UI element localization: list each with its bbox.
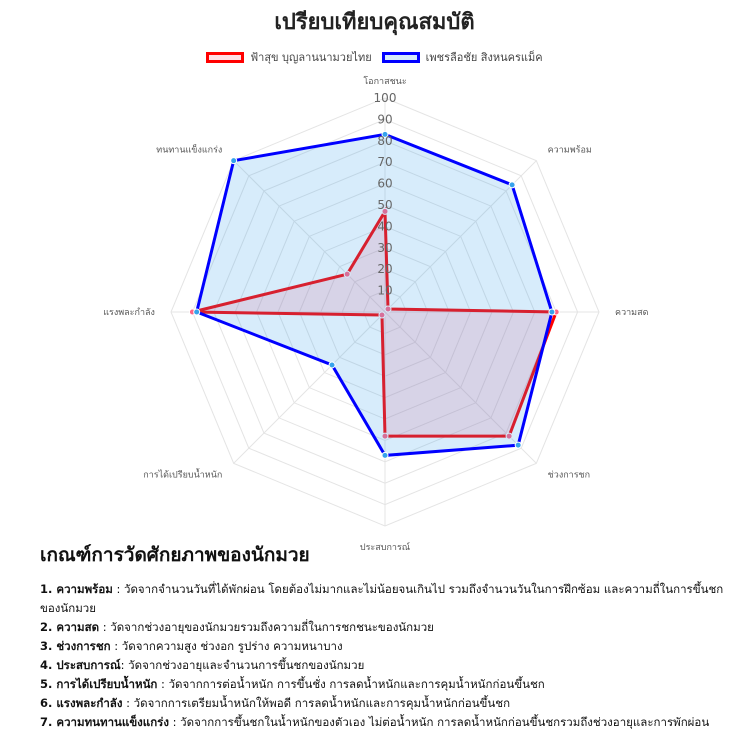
legend-label-series-2: เพชรลือชัย สิงหนครแม็ค [425, 51, 543, 64]
criteria-item [40, 656, 730, 675]
criteria-item [40, 618, 730, 637]
radar-series-line [197, 134, 552, 455]
radar-point [329, 362, 335, 368]
criteria-desc: : วัดจากการต่อน้ำหนัก การขึ้นชั่ง การลดน้ำหนักและการคุมน้ำหนักก่อนขึ้นชก [157, 677, 545, 691]
criteria-section [40, 540, 730, 732]
criteria-term: 2. ความสด [40, 620, 100, 634]
criteria-term: 6. แรงพละกำลัง [40, 696, 123, 710]
radar-category-label: แรงพละกำลัง [103, 308, 155, 318]
radar-category-label: โอกาสชนะ [363, 76, 407, 87]
radar-tick-label: 60 [377, 176, 393, 191]
radar-tick-label: 70 [377, 155, 393, 170]
criteria-item [40, 637, 730, 656]
radar-category-label: ความสด [615, 308, 649, 318]
radar-category-label: ความพร้อม [547, 145, 592, 156]
criteria-item [40, 580, 730, 618]
radar-point [382, 452, 388, 458]
radar-point [231, 158, 237, 164]
criteria-heading: เกณฑ์การวัดศักยภาพของนักมวย [40, 544, 310, 566]
legend-label-series-1: ฟ้าสุข บุญลานนามวยไทย [250, 51, 372, 64]
radar-tick-label: 80 [377, 133, 393, 148]
radar-point [549, 309, 555, 315]
criteria-desc: : วัดจากการเตรียมน้ำหนักให้พอดี การลดน้ำหนักและการคุมน้ำหนักก่อนขึ้นชก [122, 696, 511, 710]
criteria-term: 3. ช่วงการชก [40, 639, 111, 653]
radar-point [515, 442, 521, 448]
radar-tick-label: 50 [377, 198, 393, 212]
radar-tick-label: 40 [377, 219, 393, 234]
criteria-term: 7. ความทนทานแข็งแกร่ง [40, 715, 169, 729]
criteria-term: 1. ความพร้อม [40, 582, 113, 596]
criteria-desc: : วัดจากช่วงอายุของนักมวยรวมถึงความถี่ในการชกชนะของนักมวย [99, 620, 434, 634]
criteria-desc: : วัดจากช่วงอายุและจำนวนการขึ้นชกของนักมวย [120, 658, 365, 672]
criteria-desc: : วัดจากจำนวนวันที่ได้พักผ่อน โดยต้องไม่มากและไม่น้อยจนเกินไป รวมถึงจำนวนวันในการฝึกซ้อม และความถี่ในการขึ้นชกของนักมวย [40, 582, 724, 615]
radar-tick-label: 30 [377, 240, 393, 255]
criteria-item [40, 675, 730, 694]
radar-category-label: การได้เปรียบน้ำหนัก [143, 470, 223, 481]
radar-point [509, 182, 515, 188]
criteria-desc: : วัดจากการขึ้นชกในน้ำหนักของตัวเอง ไม่ต่อน้ำหนัก การลดน้ำหนักก่อนขึ้นชกรวมถึงช่วงอายุและการพักผ่อน [168, 715, 710, 729]
criteria-term: 4. ประสบการณ์ [40, 658, 121, 672]
chart-title: เปรียบเทียบคุณสมบัติ [274, 10, 475, 35]
radar-category-label: ช่วงการชก [547, 470, 591, 481]
radar-category-label: ประสบการณ์ [359, 543, 411, 554]
criteria-item [40, 713, 730, 732]
radar-tick-label: 100 [373, 91, 397, 105]
radar-point [194, 309, 200, 315]
criteria-term: 5. การได้เปรียบน้ำหนัก [40, 677, 158, 691]
criteria-desc: : วัดจากความสูง ช่วงอก รูปร่าง ความหนาบาง [110, 639, 343, 653]
radar-tick-label: 20 [377, 262, 393, 277]
criteria-item [40, 694, 730, 713]
radar-tick-label: 90 [377, 112, 393, 127]
radar-tick-label: 10 [377, 283, 393, 298]
radar-series-2 [194, 131, 555, 458]
radar-category-label: ทนทานแข็งแกร่ง [156, 145, 223, 156]
